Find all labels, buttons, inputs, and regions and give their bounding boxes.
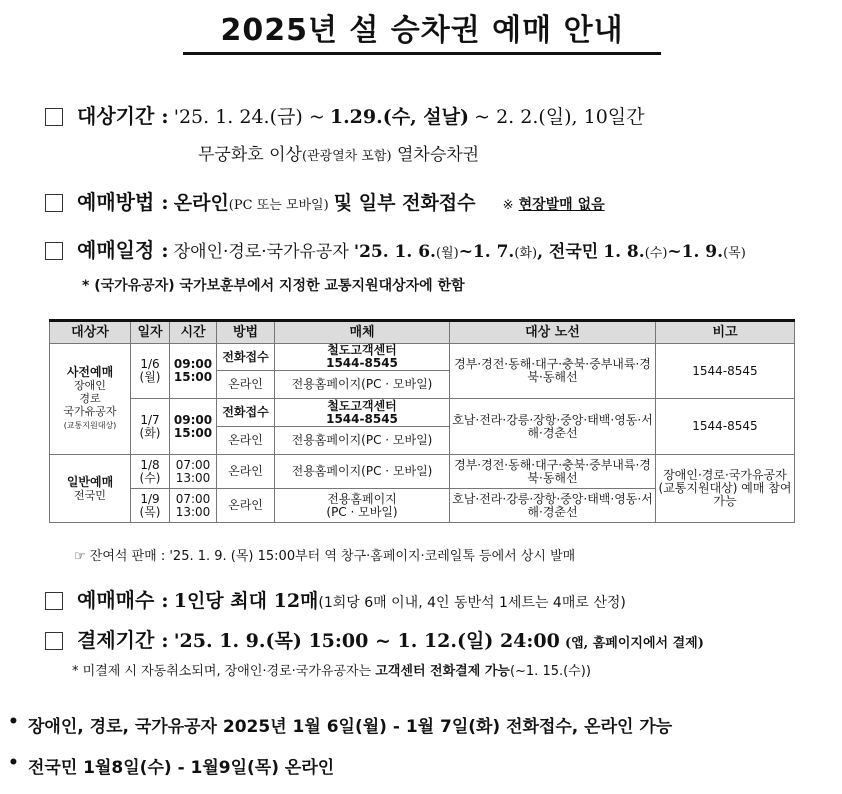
list-item: • 장애인, 경로, 국가유공자 2025년 1월 6일(월) - 1월 7일(화) 전화접수, 온라인 가능	[8, 712, 672, 736]
count-row: 예매매수 : 1인당 최대 12매(1회당 6매 이내, 4인 동반석 1세트는 4매로 산정)	[45, 584, 626, 613]
payment-footnote: * 미결제 시 자동취소되며, 장애인·경로·국가유공자는 고객센터 전화결제 가능(~1. 15.(수))	[72, 664, 591, 679]
checkbox-icon	[45, 592, 63, 610]
period-sub: 무궁화호 이상(관광열차 포함) 열차승차권	[198, 145, 480, 165]
remaining-seats-note: ☞ 잔여석 판매 : '25. 1. 9. (목) 15:00부터 역 창구·홈페이지·코레일톡 등에서 상시 발매	[74, 549, 576, 564]
table-row: 일반예매 전국민 1/8 (수) 07:00 13:00 온라인 전용홈페이지(PC · 모바일) 경부·경전·동해·대구·충북·중부내륙·경북·동해선 장애인·경로·국가유공자 (교통지원대상) 예매 참여 가능	[50, 455, 795, 489]
checkbox-icon	[45, 242, 63, 260]
table-row: 1/9 (목) 07:00 13:00 온라인 전용홈페이지 (PC · 모바일) 호남·전라·강릉·장항·중앙·태백·영동·서해·경춘선	[50, 489, 795, 523]
table-row: 사전예매 장애인 경로 국가유공자 (교통지원대상) 1/6 (월) 09:00 15:00 전화접수 철도고객센터 1544-8545 경부·경전·동해·대구·충북·중부내륙·경북·동해선 1544-8545	[50, 344, 795, 371]
method-note: 현장발매 없음	[518, 197, 605, 213]
table-row: 1/7 (화) 09:00 15:00 전화접수 철도고객센터 1544-8545 호남·전라·강릉·장항·중앙·태백·영동·서해·경춘선 1544-8545	[50, 399, 795, 427]
schedule-footnote: * (국가유공자) 국가보훈부에서 지정한 교통지원대상자에 한함	[82, 278, 465, 294]
checkbox-icon	[45, 194, 63, 212]
schedule-row: 예매일정 : 장애인·경로·국가유공자 '25. 1. 6.(월)~1. 7.(화), 전국민 1. 8.(수)~1. 9.(목)	[45, 234, 746, 263]
group-pre-reservation: 사전예매 장애인 경로 국가유공자 (교통지원대상)	[50, 344, 131, 455]
list-item: • 전국민 1월8일(수) - 1월9일(목) 온라인	[8, 753, 672, 777]
summary-list	[8, 712, 672, 794]
group-general-reservation: 일반예매 전국민	[50, 455, 131, 523]
method-row: 예매방법 : 온라인(PC 또는 모바일) 및 일부 전화접수 ※ 현장발매 없음	[45, 186, 605, 215]
table-row: 온라인 전용홈페이지(PC · 모바일)	[50, 371, 795, 399]
checkbox-icon	[45, 632, 63, 650]
page-title: 2025년 설 승차권 예매 안내	[183, 10, 661, 55]
period-row: 대상기간 : '25. 1. 24.(금) ~ 1.29.(수, 설날) ~ 2. 2.(일), 10일간	[45, 100, 645, 129]
table-header: 대상자 일자 시간 방법 매체 대상 노선 비고	[50, 321, 795, 344]
period-label: 대상기간 :	[77, 104, 169, 128]
table-row: 온라인 전용홈페이지(PC · 모바일)	[50, 427, 795, 455]
payment-row: 결제기간 : '25. 1. 9.(목) 15:00 ~ 1. 12.(일) 24:00 (앱, 홈페이지에서 결제)	[45, 624, 704, 653]
reference-mark-icon: ※	[502, 198, 514, 213]
checkbox-icon	[45, 108, 63, 126]
schedule-table	[49, 319, 795, 523]
